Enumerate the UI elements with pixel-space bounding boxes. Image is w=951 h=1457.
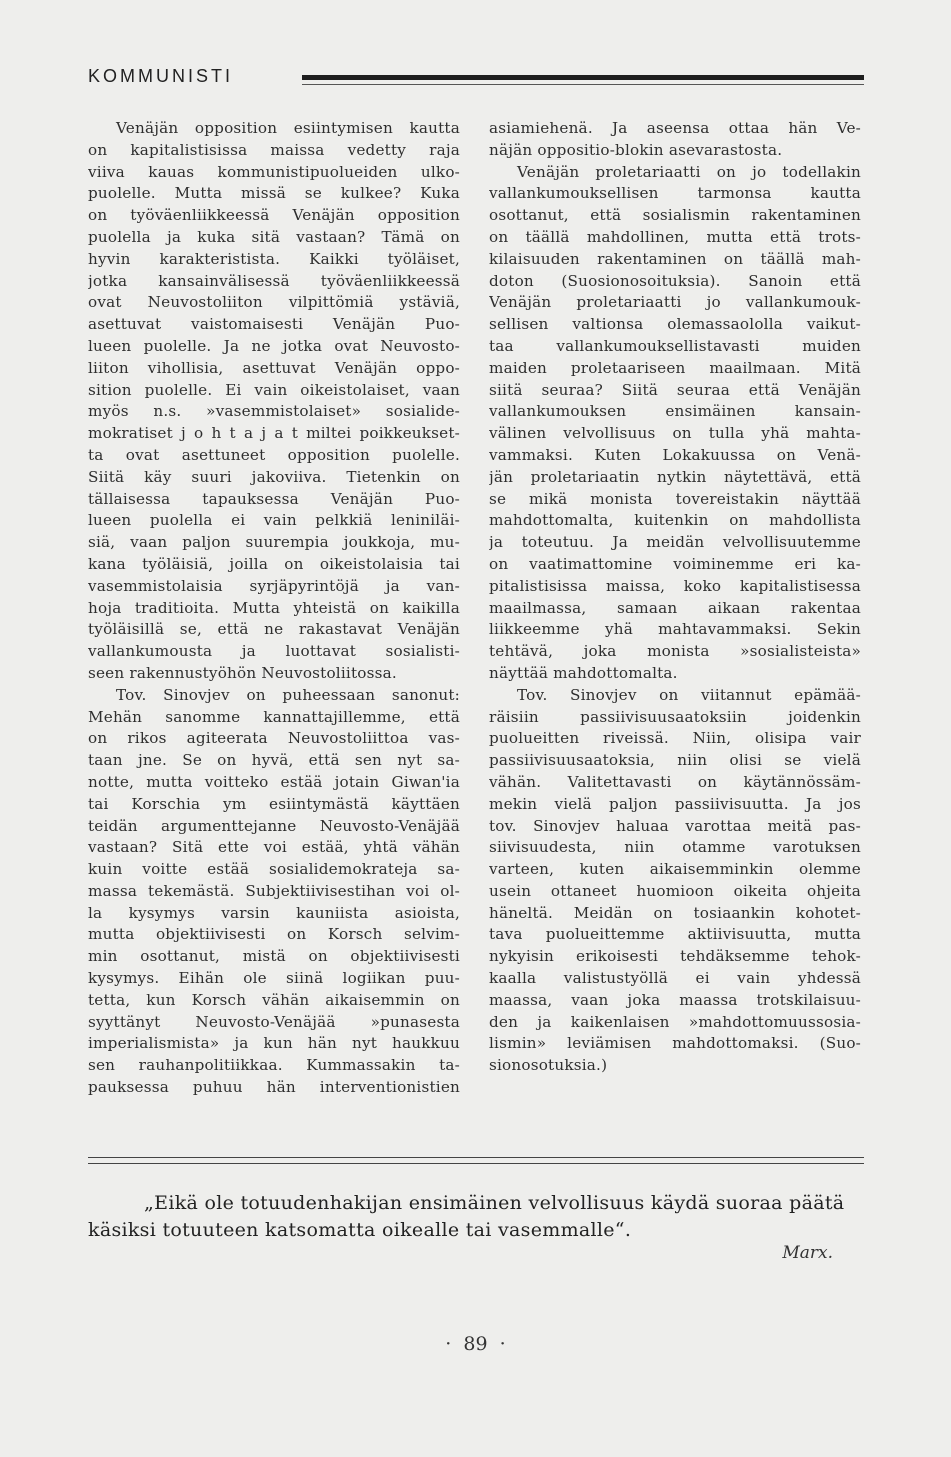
text-line: seen rakennustyöhön Neuvostoliitossa. — [88, 663, 397, 682]
text-line: varteen, kuten aikaisemminkin olemme — [489, 860, 861, 879]
text-line: myös n.s. »vasemmistolaiset» sosialide- — [88, 402, 460, 421]
text-line: jotka kansainvälisessä työväenliikkeessä — [88, 271, 460, 290]
quote-line: „Eikä ole totuudenhakijan ensimäinen velvollisuus käydä suoraa päätä — [144, 1192, 845, 1214]
text-line: taan jne. Se on hyvä, että sen nyt sa- — [88, 751, 460, 770]
page-number: · 89 · — [445, 1333, 506, 1355]
text-line: mekin vielä paljon passiivisuutta. Ja jos — [489, 794, 861, 813]
text-line: vallankumouksen ensimäinen kansain- — [489, 402, 861, 421]
text-line: on kapitalistisissa maissa vedetty raja — [88, 140, 460, 159]
text-line: näyttää mahdottomalta. — [489, 663, 678, 682]
text-line: siä, vaan paljon suurempia joukkoja, mu- — [88, 533, 460, 552]
text-line: puolueitten riveissä. Niin, olisipa vair — [489, 729, 861, 748]
text-line: la kysymys varsin kauniista asioista, — [88, 903, 460, 922]
text-line: syyttänyt Neuvosto-Venäjää »punasesta — [88, 1012, 460, 1031]
text-line: vallankumouksellisen tarmonsa kautta — [489, 184, 861, 203]
text-line: ovat Neuvostoliiton vilpittömiä ystäviä, — [88, 293, 460, 312]
header-rule — [302, 75, 864, 80]
text-line: viiva kauas kommunistipuolueiden ulko- — [88, 162, 460, 181]
header-rule-thin — [302, 84, 864, 85]
text-line: mahdottomalta, kuitenkin on mahdollista — [489, 511, 861, 530]
text-line: taa vallankumouksellistavasti muiden — [489, 336, 861, 355]
text-line: Siitä käy suuri jakoviiva. Tietenkin on — [88, 467, 460, 486]
text-line: massa tekemästä. Subjektiivisestihan voi ol- — [88, 881, 460, 900]
text-line: asettuvat vaistomaisesti Venäjän Puo- — [88, 315, 460, 334]
section-divider — [88, 1157, 864, 1158]
text-line: kilaisuuden rakentaminen on täällä mah- — [489, 249, 861, 268]
text-line: passiivisuusaatoksia, niin olisi se vielä — [489, 751, 861, 770]
text-line: vallankumousta ja luottavat sosialisti- — [88, 642, 460, 661]
text-line: den ja kaikenlaisen »mahdottomuussosia- — [489, 1012, 861, 1031]
text-line: pauksessa puhuu hän interventionistien — [88, 1078, 460, 1097]
quote-line: käsiksi totuuteen katsomatta oikealle tai vasemmalle“. — [88, 1219, 632, 1241]
right-column — [489, 118, 861, 1077]
text-line: ja toteutuu. Ja meidän velvollisuutemme — [489, 533, 861, 552]
text-line: Tov. Sinovjev on puheessaan sanonut: — [116, 685, 460, 704]
text-line: liikkeemme yhä mahtavammaksi. Sekin — [489, 620, 861, 639]
epigraph-quote — [88, 1190, 864, 1244]
text-line: puolella ja kuka sitä vastaan? Tämä on — [88, 227, 460, 246]
left-column — [88, 118, 460, 1099]
text-line: lueen puolella ei vain pelkkiä leniniläi- — [88, 511, 460, 530]
text-line: liiton vihollisia, asettuvat Venäjän oppo- — [88, 358, 460, 377]
running-header — [88, 66, 864, 96]
text-line: ta ovat asettuneet opposition puolelle. — [88, 445, 460, 464]
text-line: maailmassa, samaan aikaan rakentaa — [489, 598, 861, 617]
text-line: mutta objektiivisesti on Korsch selvim- — [88, 925, 460, 944]
text-line: imperialismista» ja kun hän nyt haukkuu — [88, 1034, 460, 1053]
text-line: tetta, kun Korsch vähän aikaisemmin on — [88, 990, 460, 1009]
text-line: kana työläisiä, joilla on oikeistolaisia tai — [88, 554, 460, 573]
page-number-value: 89 — [463, 1333, 488, 1355]
text-line: vastaan? Sitä ette voi estää, yhtä vähän — [88, 838, 460, 857]
text-line: teidän argumenttejanne Neuvosto-Venäjää — [88, 816, 460, 835]
quote-author: Marx. — [782, 1243, 833, 1263]
text-line: asiamiehenä. Ja aseensa ottaa hän Ve- — [489, 119, 861, 137]
text-line: mokratiset j o h t a j a t miltei poikkeukset- — [88, 424, 460, 443]
text-line: tov. Sinovjev haluaa varottaa meitä pas- — [489, 816, 861, 835]
text-line: maassa, vaan joka maassa trotskilaisuu- — [489, 990, 861, 1009]
text-line: lueen puolelle. Ja ne jotka ovat Neuvosto- — [88, 336, 460, 355]
text-line: pitalistisissa maissa, koko kapitalistisessa — [489, 576, 861, 595]
text-line: vammaksi. Kuten Lokakuussa on Venä- — [489, 445, 861, 464]
text-line: jän proletariaatin nytkin näytettävä, että — [489, 467, 861, 486]
text-line: Tov. Sinovjev on viitannut epämää- — [517, 685, 861, 704]
text-line: kaalla valistustyöllä ei vain yhdessä — [489, 969, 861, 988]
text-line: välinen velvollisuus on tulla yhä mahta- — [489, 424, 861, 443]
text-line: työläisillä se, että ne rakastavat Venäjän — [88, 620, 460, 639]
text-line: hoja traditioita. Mutta yhteistä on kaikilla — [88, 598, 460, 617]
text-line: sen rauhanpolitiikkaa. Kummassakin ta- — [88, 1056, 460, 1075]
text-line: puolelle. Mutta missä se kulkee? Kuka — [88, 184, 460, 203]
text-line: se mikä monista tovereistakin näyttää — [489, 489, 861, 508]
text-line: räisiin passiivisuusaatoksiin joidenkin — [489, 707, 861, 726]
text-line: tai Korschia ym esiintymästä käyttäen — [88, 794, 460, 813]
text-line: vähän. Valitettavasti on käytännössäm- — [489, 772, 861, 791]
text-line: on työväenliikkeessä Venäjän opposition — [88, 206, 460, 225]
text-line: lismin» leviämisen mahdottomaksi. (Suo- — [489, 1034, 861, 1053]
text-line: on vaatimattomine voiminemme eri ka- — [489, 554, 861, 573]
text-line: sition puolelle. Ei vain oikeistolaiset, vaan — [88, 380, 460, 399]
text-line: Venäjän proletariaatti on jo todellakin — [517, 162, 861, 181]
text-line: on rikos agiteerata Neuvostoliittoa vas- — [88, 729, 460, 748]
section-divider — [88, 1163, 864, 1164]
text-line: häneltä. Meidän on tosiaankin kohotet- — [489, 903, 861, 922]
text-line: siivisuudesta, niin otamme varotuksen — [489, 838, 861, 857]
text-line: hyvin karakteristista. Kaikki työläiset, — [88, 249, 460, 268]
text-line: notte, mutta voitteko estää jotain Giwan'ia — [88, 772, 460, 791]
text-line: doton (Suosionosoituksia). Sanoin että — [489, 271, 861, 290]
text-line: Venäjän opposition esiintymisen kautta — [116, 119, 460, 137]
text-line: osottanut, että sosialismin rakentaminen — [489, 206, 861, 225]
text-line: usein ottaneet huomioon oikeita ohjeita — [489, 881, 861, 900]
text-line: nykyisin erikoisesti tehdäksemme tehok- — [489, 947, 861, 966]
text-line: sionosotuksia.) — [489, 1056, 608, 1075]
text-line: tava puolueittemme aktiivisuutta, mutta — [489, 925, 861, 944]
text-line: maiden proletaariseen maailmaan. Mitä — [489, 358, 861, 377]
text-line: kysymys. Eihän ole siinä logiikan puu- — [88, 969, 460, 988]
text-line: kuin voitte estää sosialidemokrateja sa- — [88, 860, 460, 879]
text-line: tällaisessa tapauksessa Venäjän Puo- — [88, 489, 460, 508]
text-line: on täällä mahdollinen, mutta että trots- — [489, 227, 861, 246]
text-line: näjän oppositio-blokin asevarastosta. — [489, 140, 783, 159]
text-line: sellisen valtionsa olemassaololla vaikut- — [489, 315, 861, 334]
text-line: siitä seuraa? Siitä seuraa että Venäjän — [489, 380, 861, 399]
text-line: Mehän sanomme kannattajillemme, että — [88, 707, 460, 726]
text-line: vasemmistolaisia syrjäpyrintöjä ja van- — [88, 576, 460, 595]
text-line: Venäjän proletariaatti jo vallankumouk- — [489, 293, 861, 312]
journal-title: KOMMUNISTI — [88, 66, 233, 86]
text-line: tehtävä, joka monista »sosialisteista» — [489, 642, 861, 661]
text-line: min osottanut, mistä on objektiivisesti — [88, 947, 460, 966]
